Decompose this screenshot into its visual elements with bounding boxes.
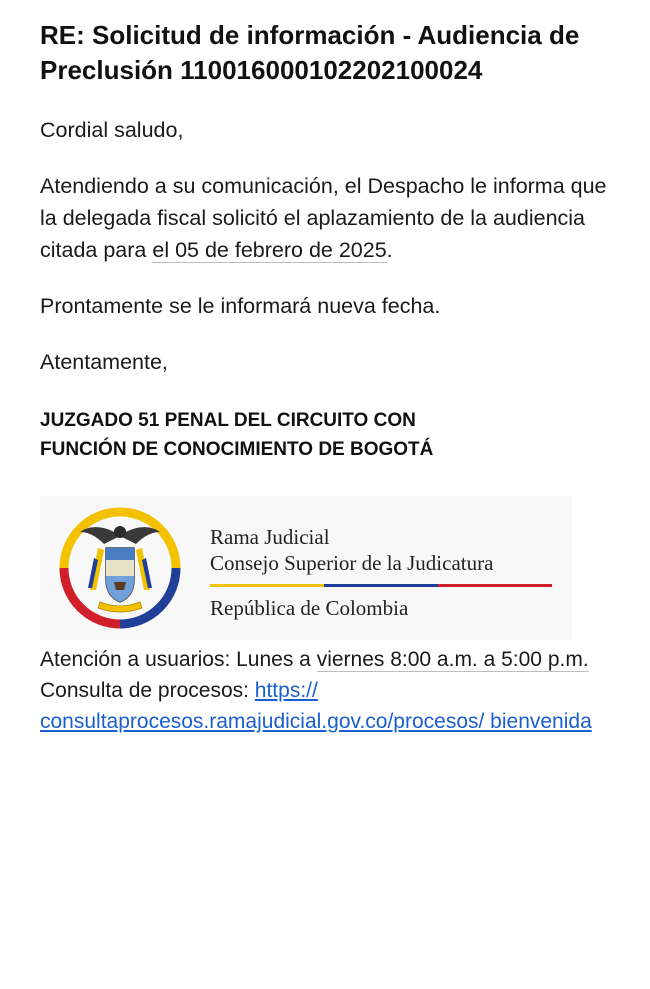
attention-hours xyxy=(40,644,620,675)
greeting: Cordial saludo, xyxy=(40,118,184,142)
logo-subtitle: Consejo Superior de la Judicatura xyxy=(210,551,494,575)
followup-paragraph: Prontamente se le informará nueva fecha. xyxy=(40,294,441,318)
court-signature xyxy=(40,406,620,464)
consulta-label: Consulta de procesos: xyxy=(40,679,255,702)
email-subject: RE: Solicitud de información - Audiencia de Preclusión 110016000102202100024 xyxy=(40,20,580,85)
email-body-paragraph xyxy=(40,170,620,266)
tricolor-divider xyxy=(210,584,552,587)
rama-judicial-logo xyxy=(40,496,572,640)
logo-country: República de Colombia xyxy=(210,596,409,620)
hours-value: viernes 8:00 a.m. a 5:00 p.m. xyxy=(316,648,589,671)
logo-text xyxy=(210,524,560,621)
hours-label: Atención a usuarios: Lunes a xyxy=(40,648,317,671)
closing: Atentamente, xyxy=(40,350,168,374)
colombia-coat-of-arms-icon xyxy=(50,498,190,638)
email-message xyxy=(40,18,620,737)
body-text-end: . xyxy=(386,238,393,262)
logo-title: Rama Judicial xyxy=(210,525,330,549)
contact-footer xyxy=(40,644,620,737)
hearing-date: el 05 de febrero de 2025 xyxy=(152,238,387,262)
body-text-part: Atendiendo a su comunicación, el Despacho le informa que la delegada fiscal solicitó el aplazamiento de la audiencia citada para xyxy=(40,174,607,262)
consulta-procesos-link[interactable]: https:// consultaprocesos.ramajudicial.gov.co/procesos/ bienvenida xyxy=(40,679,592,733)
consulta-line xyxy=(40,675,620,737)
court-name-line2: FUNCIÓN DE CONOCIMIENTO DE BOGOTÁ xyxy=(40,439,434,460)
court-name-line1: JUZGADO 51 PENAL DEL CIRCUITO CON xyxy=(40,410,416,431)
